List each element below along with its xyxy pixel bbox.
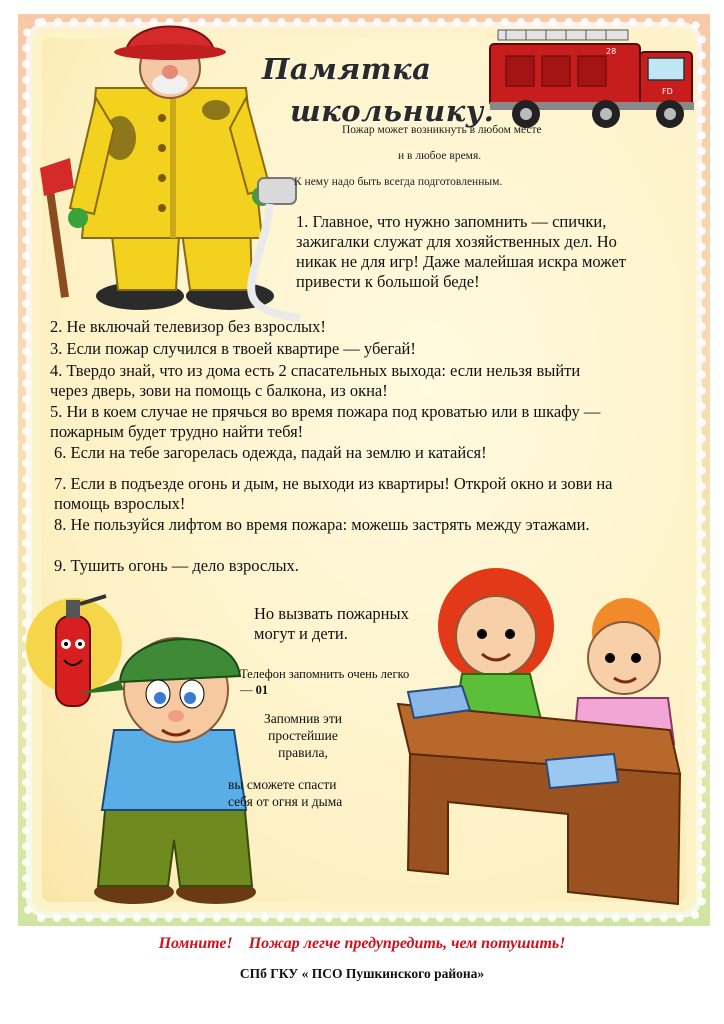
rule-6: 6. Если на тебе загорелась одежда, падай на землю и катайся! <box>54 443 487 462</box>
rule-1: 1. Главное, что нужно запомнить — спички, зажигалки служат для хозяйственных дел. Но никак не для игр! Даже малейшая искра может привести к большой беде! <box>296 212 626 291</box>
intro-line-1: Пожар может возникнуть в любом месте <box>342 124 542 136</box>
intro-line-2: и в любое время. <box>398 150 482 162</box>
save-yourself-text: вы сможете спасти себя от огня и дыма <box>228 777 343 809</box>
rule-2: 2. Не включай телевизор без взрослых! <box>50 317 326 336</box>
truck-number-label: 28 <box>606 47 617 56</box>
footer-slogan-text: Пожар легче предупредить, чем потушить! <box>248 935 566 952</box>
fire-truck-illustration <box>486 24 698 134</box>
title-line-1: Памятка <box>262 52 432 86</box>
title-line-2: школьнику. <box>290 94 495 128</box>
rule-7: 7. Если в подъезде огонь и дым, не выходи из квартиры! Открой окно и зови на помощь взрослых! <box>54 474 613 513</box>
phone-text <box>240 666 410 698</box>
footer-remember: Помните! <box>158 935 233 952</box>
footer-organization: СПб ГКУ « ПСО Пушкинского района» <box>239 966 485 981</box>
rule-9: 9. Тушить огонь — дело взрослых. <box>54 556 299 575</box>
footer-slogan <box>0 935 724 953</box>
rule-5: 5. Ни в коем случае не прячься во время пожара под кроватью или в шкафу — пожарным будет трудно найти тебя! <box>50 402 601 441</box>
rule-3: 3. Если пожар случился в твоей квартире — убегай! <box>50 339 416 358</box>
intro-line-3: К нему надо быть всегда подготовленным. <box>294 176 503 188</box>
children-at-desk-illustration <box>378 574 694 910</box>
truck-fd-label: FD <box>662 87 673 96</box>
phone-number: 01 <box>255 683 269 697</box>
call-firefighters-text: Но вызвать пожарных могут и дети. <box>254 604 409 643</box>
remember-rules-text: Запомнив эти простейшие правила, <box>264 711 342 760</box>
rule-8: 8. Не пользуйся лифтом во время пожара: можешь застрять между этажами. <box>54 515 590 534</box>
boy-illustration <box>84 620 264 910</box>
rule-4: 4. Твердо знай, что из дома есть 2 спасательных выхода: если нельзя выйти через дверь, зови на помощь с балкона, из окна! <box>50 361 581 400</box>
firefighter-illustration <box>30 18 300 318</box>
phone-label: Телефон запомнить очень легко — <box>240 667 410 697</box>
